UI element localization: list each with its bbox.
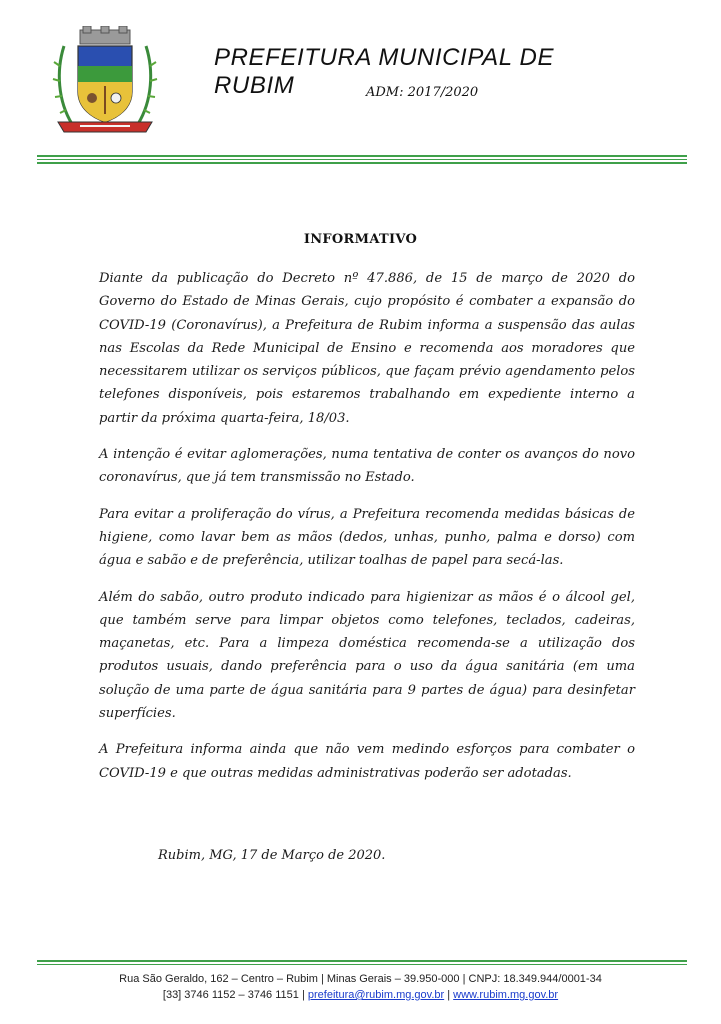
footer-phones: [33] 3746 1152 – 3746 1151 |: [162, 989, 305, 1001]
administration-period: ADM: 2017/2020: [366, 85, 479, 100]
paragraph: Além do sabão, outro produto indicado para higienizar as mãos é o álcool gel, que também serve para limpar objetos como telefones, teclados, cadeiras, maçanetas, etc. Para a limpeza doméstica recomenda-se a utilização dos produtos usuais, dando preferência para o uso da água sanitária (em uma solução de uma parte de água sanitária para 9 partes de água) para desinfetar superfícies.: [99, 589, 635, 722]
email-link[interactable]: prefeitura@rubim.mg.gov.br: [307, 989, 445, 1001]
paragraph: Para evitar a proliferação do vírus, a Prefeitura recomenda medidas básicas de higiene, como lavar bem as mãos (dedos, unhas, punho, palma e dorso) com água e sabão e de preferência, utilizar toalhas de papel para secá-las.: [99, 506, 635, 569]
paragraph: A Prefeitura informa ainda que não vem medindo esforços para combater o COVID-19 e que outras medidas administrativas poderão ser adotadas.: [99, 742, 635, 781]
paragraph: A intenção é evitar aglomerações, numa tentativa de conter os avanços do novo coronavírus, que já tem transmissão no Estado.: [99, 447, 635, 486]
document-heading: INFORMATIVO: [303, 232, 418, 247]
paragraph: Diante da publicação do Decreto nº 47.886, de 15 de março de 2020 do Governo do Estado de Minas Gerais, cujo propósito é combater a expansão do COVID-19 (Coronavírus), a Prefeitura de Rubim informa a suspensão das aulas nas Escolas da Rede Municipal de Ensino e recomenda aos moradores que necessitarem utilizar os serviços públicos, que façam prévio agendamento pelos telefones disponíveis, pois estaremos trabalhando em expediente interno a partir da próxima quarta-feira, 18/03.: [99, 271, 635, 426]
footer-separator: |: [444, 989, 454, 1001]
website-link[interactable]: www.rubim.mg.gov.br: [453, 989, 559, 1001]
footer: [0, 971, 721, 1003]
header-divider: [37, 155, 687, 166]
footer-address: Rua São Geraldo, 162 – Centro – Rubim | Minas Gerais – 39.950-000 | CNPJ: 18.349.944/0001-34: [119, 973, 602, 985]
page-title: PREFEITURA MUNICIPAL DE RUBIM: [214, 44, 555, 99]
footer-contacts: [0, 987, 721, 1003]
coat-of-arms-icon: [50, 26, 160, 138]
signoff-date: Rubim, MG, 17 de Março de 2020.: [158, 848, 386, 863]
document-body: [99, 267, 635, 798]
footer-divider: [37, 960, 687, 967]
